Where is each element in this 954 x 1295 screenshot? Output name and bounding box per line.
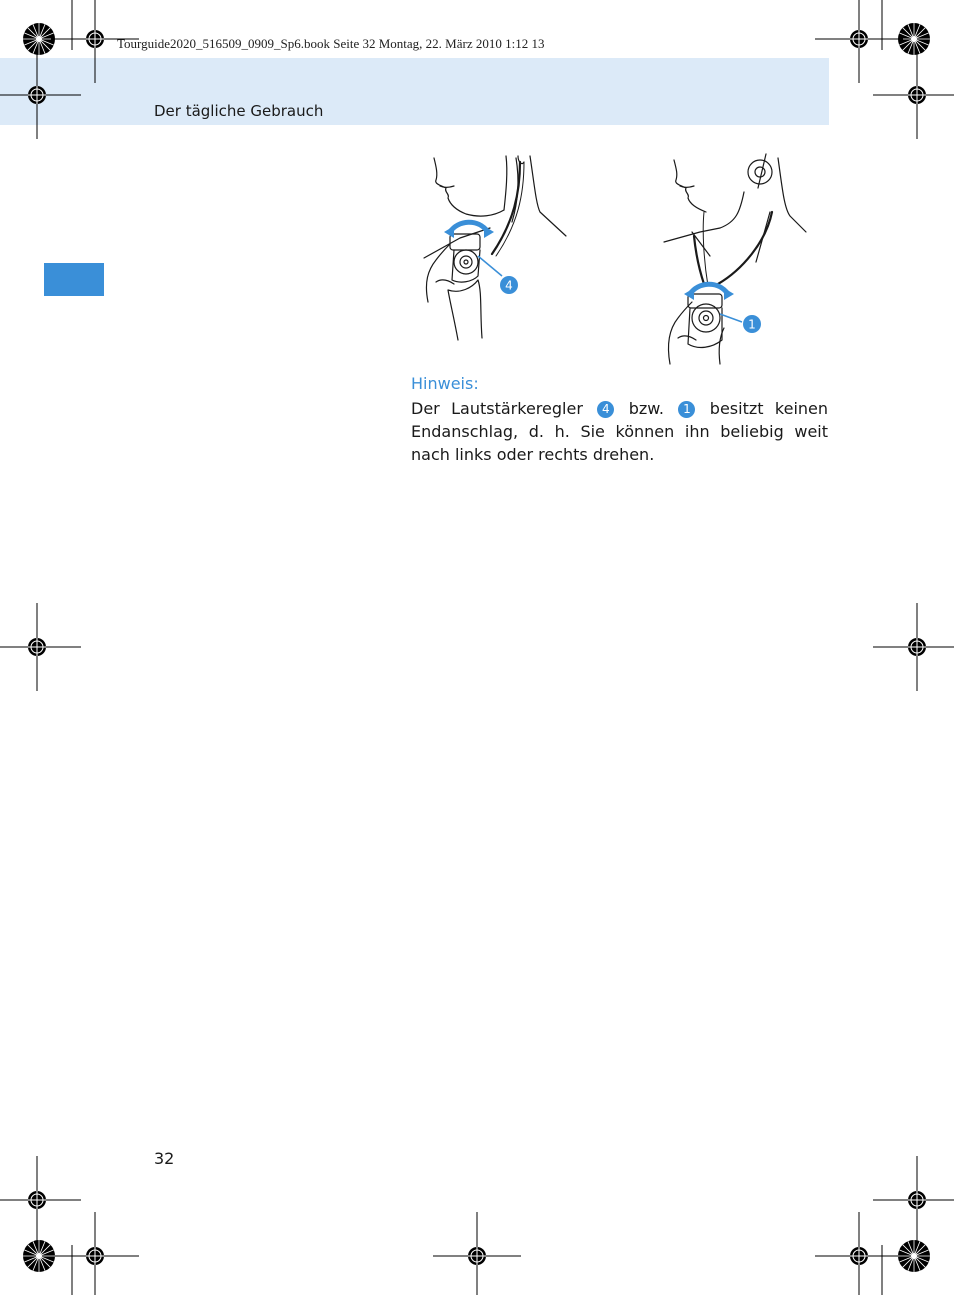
running-title: Der tägliche Gebrauch: [154, 102, 324, 120]
note-text-part3: besitzt keinen Endanschlag, d. h. Sie können ihn beliebig weit nach links oder rechts drehen.: [411, 399, 829, 464]
note-text-part1: Der Lautstärkeregler: [411, 399, 583, 418]
print-slug: Tourguide2020_516509_0909_Sp6.book Seite 32 Montag, 22. März 2010 1:12 13: [117, 36, 545, 51]
note-badge-4: 4: [597, 401, 614, 418]
note-text-part2: bzw.: [628, 399, 664, 418]
callout-label-1: 1: [748, 317, 756, 332]
note-title: Hinweis:: [411, 374, 479, 393]
callout-label-4: 4: [505, 278, 513, 293]
page-number: 32: [154, 1149, 175, 1168]
note-badge-1: 1: [678, 401, 695, 418]
